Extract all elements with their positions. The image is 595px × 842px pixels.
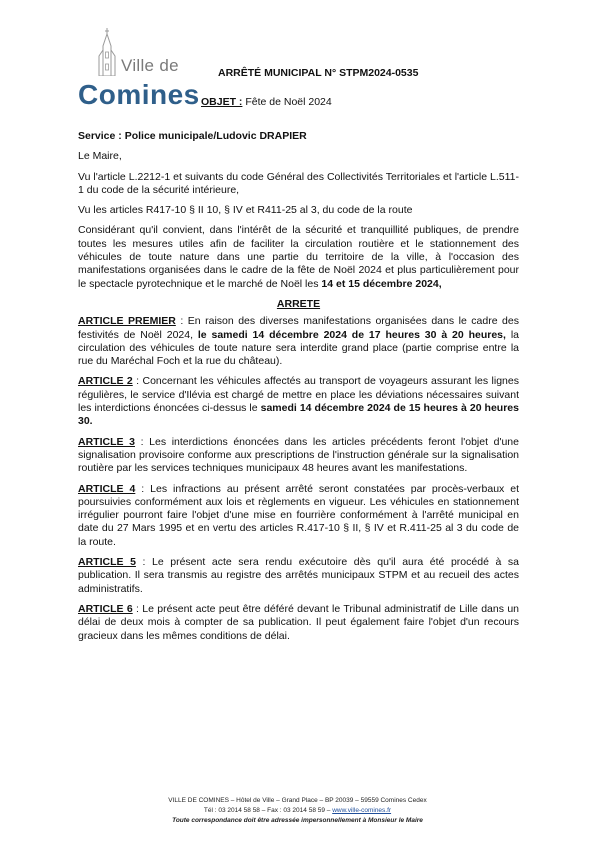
article-5-text: : Le présent acte sera rendu exécutoire dès qu'il aura été procédé à sa publication. Il sera transmis au registre des arrêtés municipaux STPM et au recueil des actes administratifs. [78, 556, 519, 595]
article-4-text: : Les infractions au présent arrêté seront constatées par procès-verbaux et poursuivies conformément aux lois et règlements en vigueur. Les véhicules en stationnement irrégulier pourront faire l'objet d'une mise en fourrière conformément à l'arrêté municipal en date du 27 Mars 1995 et en vertu des articles R.417-10 § II, § IV et R.411-25 al 3 du code de la route. [78, 482, 520, 548]
article-1-label: ARTICLE PREMIER [78, 315, 176, 328]
service-line: Service : Police municipale/Ludovic DRAPIER [78, 130, 307, 142]
article-6 [78, 603, 519, 643]
article-2-label: ARTICLE 2 [78, 375, 133, 388]
vu-paragraph-2: Vu les articles R417-10 § II 10, § IV et R411-25 al 3, du code de la route [78, 204, 413, 217]
footer [0, 796, 595, 826]
maire-line: Le Maire, [78, 150, 122, 163]
objet-value: Fête de Noël 2024 [242, 96, 332, 108]
logo-line-comines: Comines [78, 79, 200, 110]
footer-contact [0, 806, 595, 816]
objet-label: OBJET : [201, 96, 243, 108]
arrete-heading: ARRETE [276, 297, 321, 310]
article-1-text-end: la circulation des véhicules de toute nature sera interdite grand place (partie comprise entre la rue du Maréchal Foch et la rue du château). [78, 328, 519, 368]
website-link[interactable]: www.ville-comines.fr [332, 807, 392, 814]
footer-address: VILLE DE COMINES – Hôtel de Ville – Grand Place – BP 20039 – 59559 Comines Cedex [168, 797, 427, 804]
article-5-label: ARTICLE 5 [78, 556, 136, 569]
article-3 [78, 436, 519, 476]
article-3-label: ARTICLE 3 [78, 435, 135, 448]
article-1-dates: le samedi 14 décembre 2024 de 17 heures 30 à 20 heures, [197, 328, 506, 341]
logo-line-ville: Ville de [121, 56, 179, 75]
document-title: ARRÊTÉ MUNICIPAL N° STPM2024-0535 [218, 67, 419, 79]
footer-phone: Tél : 03 2014 58 58 – Fax : 03 2014 58 59 – [203, 807, 333, 814]
article-1-text: : En raison des diverses manifestations organisées dans le cadre des festivités de Noël 2024, [78, 315, 519, 341]
objet-line [201, 96, 332, 108]
considerant-dates: 14 et 15 décembre 2024, [321, 277, 442, 290]
article-6-label: ARTICLE 6 [78, 602, 133, 615]
article-2 [78, 375, 519, 428]
article-3-text: : Les interdictions énoncées dans les articles précédents feront l'objet d'une signalisation provisoire conforme aux prescriptions de l'instruction générale sur la signalisation routière par les services techniques municipaux 48 heures avant les manifestations. [78, 435, 519, 475]
church-tower-icon [96, 28, 118, 76]
logo [78, 28, 200, 110]
article-2-dates: samedi 14 décembre 2024 de 15 heures à 20 heures 30. [78, 402, 519, 428]
document-body [78, 124, 519, 650]
considerant-paragraph [78, 224, 519, 290]
article-6-text: : Le présent acte peut être déféré devant le Tribunal administratif de Lille dans un délai de deux mois à compter de sa publication. Il peut également faire l'objet d'un recours gracieux dans les mêmes conditions de délai. [78, 602, 519, 642]
article-5 [78, 556, 519, 596]
considerant-text: Considérant qu'il convient, dans l'intérêt de la sécurité et tranquillité publiques, de prendre toutes les mesures utiles afin de faciliter la circulation routière et le stationnement des véhicules de toute nature dans une partie du territoire de la ville, à l'occasion des manifestations organisées dans le cadre de la fête de Noël 2024 et plus particulièrement pour le spectacle pyrotechnique et le marché de Noël les [78, 224, 519, 290]
article-1 [78, 315, 519, 368]
article-4 [78, 483, 519, 549]
footer-notice: Toute correspondance doit être adressée impersonnellement à Monsieur le Maire [172, 817, 423, 824]
vu-paragraph-1: Vu l'article L.2212-1 et suivants du code Général des Collectivités Territoriales et l'article L.511-1 du code de la sécurité intérieure, [78, 170, 519, 196]
article-2-text: : Concernant les véhicules affectés au transport de voyageurs assurant les lignes régulières, le service d'Ilévia est chargé de mettre en place les déviations nécessaires suivant les interdictions énoncées ci-dessus le [78, 375, 519, 415]
article-4-label: ARTICLE 4 [78, 482, 136, 495]
